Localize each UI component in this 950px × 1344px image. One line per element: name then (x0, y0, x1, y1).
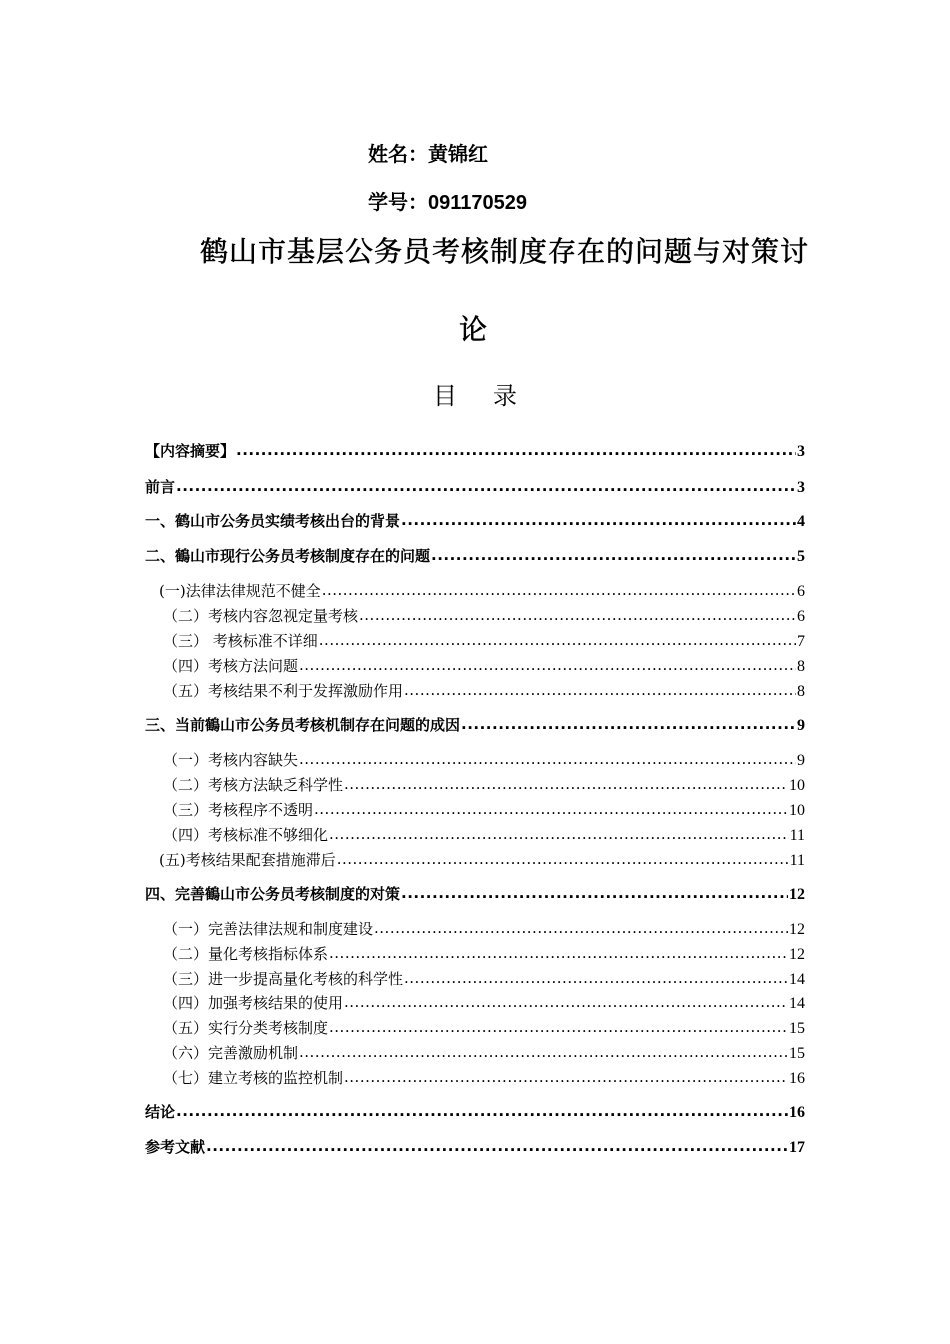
toc-entry-abstract[interactable]: 【内容摘要】 ..... 3 (145, 440, 805, 461)
toc-entry-4-2[interactable]: （二）量化考核指标体系 ..... 12 (145, 943, 805, 964)
toc-entry-3-5[interactable]: (五)考核结果配套措施滞后 ..... 11 (145, 849, 805, 870)
toc-entry-2-1[interactable]: (一)法律法律规范不健全 ..... 6 (145, 580, 805, 601)
toc-entry-3-3[interactable]: （三）考核程序不透明 ..... 10 (145, 799, 805, 820)
toc-heading-char-2: 录 (493, 382, 517, 410)
toc-entry-4-5[interactable]: （五）实行分类考核制度 ..... 15 (145, 1017, 805, 1038)
name-value: 黄锦红 (428, 142, 488, 166)
toc-entry-2-3[interactable]: （三） 考核标准不详细 ..... 7 (145, 630, 805, 651)
toc-entry-4-7[interactable]: （七）建立考核的监控机制 ..... 16 (145, 1067, 805, 1088)
toc-entry-conclusion[interactable]: 结论 ..... 16 (145, 1101, 805, 1122)
document-title-line-1: 鹤山市基层公务员考核制度存在的问题与对策讨 (200, 235, 810, 268)
student-name-line (368, 138, 488, 167)
toc-entry-section-2[interactable]: 二、鶴山市现行公务员考核制度存在的问题 ..... 5 (145, 545, 805, 566)
toc-entry-preface[interactable]: 前言 ..... 3 (145, 476, 805, 497)
toc-entry-3-2[interactable]: （二）考核方法缺乏科学性 ..... 10 (145, 774, 805, 795)
toc-entry-2-2[interactable]: （二）考核内容忽视定量考核 ..... 6 (145, 605, 805, 626)
toc-entry-4-4[interactable]: （四）加强考核结果的使用 ..... 14 (145, 992, 805, 1013)
toc-entry-section-3[interactable]: 三、当前鶴山市公务员考核机制存在问题的成因 ..... 9 (145, 714, 805, 735)
toc-entry-2-4[interactable]: （四）考核方法问题 ..... 8 (145, 655, 805, 676)
toc-entry-3-1[interactable]: （一）考核内容缺失 ..... 9 (145, 749, 805, 770)
toc-entry-section-1[interactable]: 一、鹤山市公务员实绩考核出台的背景 ..... 4 (145, 510, 805, 531)
toc-entry-4-3[interactable]: （三）进一步提高量化考核的科学性 ..... 14 (145, 968, 805, 989)
toc-heading (0, 376, 950, 411)
toc-entry-references[interactable]: 参考文献 ..... 17 (145, 1136, 805, 1157)
id-label: 学号： (368, 190, 428, 214)
toc-entry-4-1[interactable]: （一）完善法律法规和制度建设 ..... 12 (145, 918, 805, 939)
student-id-line (368, 186, 527, 215)
toc-entry-3-4[interactable]: （四）考核标准不够细化 ..... 11 (145, 824, 805, 845)
document-title-line-2: 论 (459, 313, 489, 346)
toc-entry-2-5[interactable]: （五）考核结果不利于发挥激励作用 ..... 8 (145, 680, 805, 701)
toc-heading-char-1: 目 (433, 382, 457, 410)
name-label: 姓名： (368, 142, 428, 166)
id-value: 091170529 (428, 192, 528, 214)
toc-entry-4-6[interactable]: （六）完善激励机制 ..... 15 (145, 1042, 805, 1063)
toc-entry-section-4[interactable]: 四、完善鶴山市公务员考核制度的对策 ..... 12 (145, 883, 805, 904)
